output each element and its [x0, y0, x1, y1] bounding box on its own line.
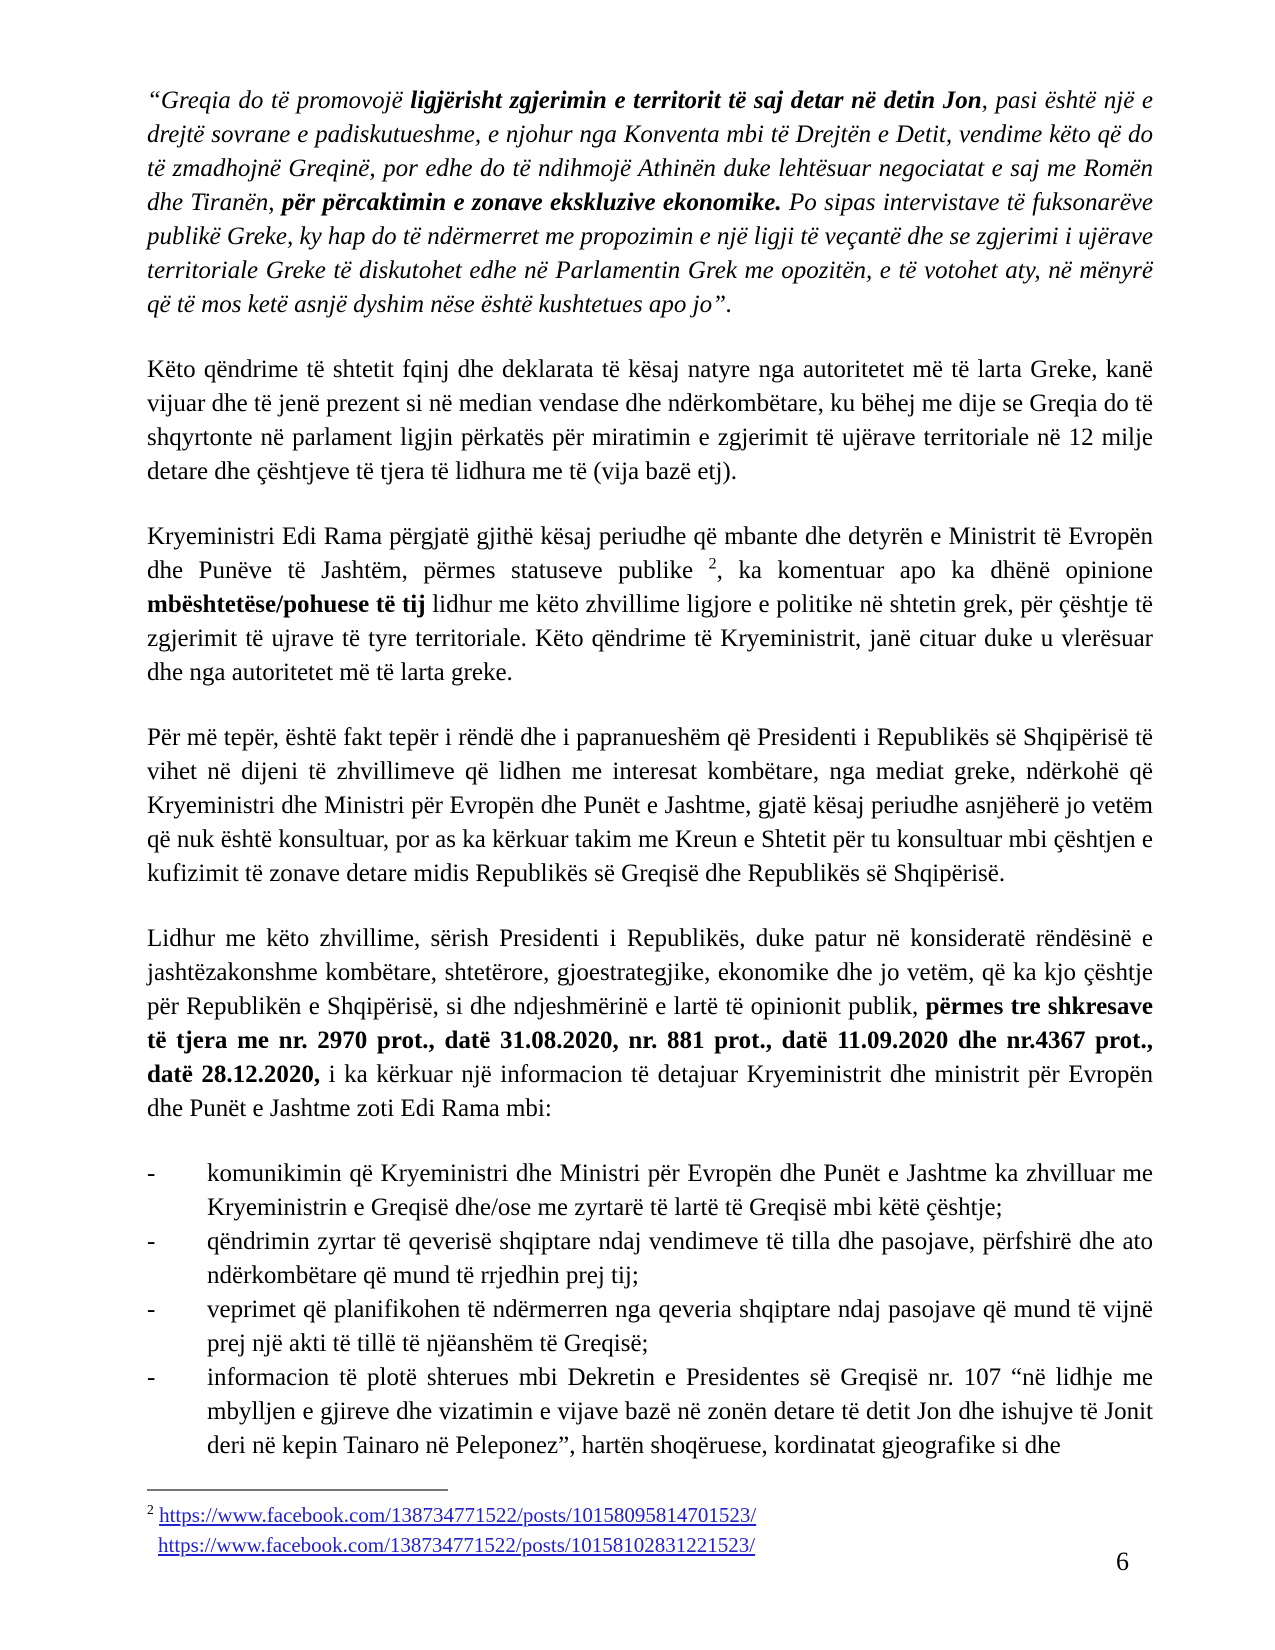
- list-item: [147, 1361, 1153, 1463]
- footnote-area: [147, 1489, 1153, 1560]
- paragraph-kryeministri-statuses: Kryeministri Edi Rama përgjatë gjithë kësaj periudhe që mbante dhe detyrën e Ministrit të Evropën dhe Punëve të Jashtëm, përmes statuseve publike $^2$, ka komentuar apo ka dhënë opinione mbështetëse/pohuese të tij lidhur me këto zhvillime ligjore e politike në shtetin grek, për çështje të zgjerimit të ujrave të tyre territoriale. Këto qëndrime të Kryeministrit, janë cituar duke u vlerësuar dhe nga autoritetet më të larta greke.: [147, 523, 1153, 686]
- dash-bullet: -: [147, 1160, 156, 1187]
- list-item-text: komunikimin që Kryeministri dhe Ministri për Evropën dhe Punët e Jashtme ka zhvilluar me Kryeministrin e Greqisë dhe/ose me zyrtarë të lartë të Greqisë mbi këtë çështje;: [207, 1160, 1153, 1221]
- footnote-link-2[interactable]: https://www.facebook.com/138734771522/posts/10158102831221523/: [158, 1533, 756, 1557]
- request-list: [147, 1157, 1153, 1463]
- list-item: [147, 1293, 1153, 1361]
- dash-bullet: -: [147, 1364, 156, 1391]
- paragraph-greek-statements: Këto qëndrime të shtetit fqinj dhe deklarata të kësaj natyre nga autoritetet më të larta Greke, kanë vijuar dhe të jenë prezent si në median vendase dhe ndërkombëtare, ku bëhej me dije se Greqia do të shqyrtonte në parlament ligjin përkatës për miratimin e zgjerimit të ujërave territoriale në 12 milje detare dhe çështjeve të tjera të lidhura me të (vija bazë etj).: [147, 356, 1153, 485]
- footnote-separator-rule: [147, 1489, 448, 1491]
- footnote-line: [147, 1530, 1153, 1560]
- list-item: [147, 1225, 1153, 1293]
- footnote-link-1[interactable]: https://www.facebook.com/138734771522/posts/10158095814701523/: [159, 1503, 757, 1527]
- dash-bullet: -: [147, 1228, 156, 1255]
- quote-paragraph: “Greqia do të promovojë ligjërisht zgjerimin e territorit të saj detar në detin Jon, pasi është një e drejtë sovrane e padiskutueshme, e njohur nga Konventa mbi të Drejtën e Detit, vendime këto që do të zmadhojnë Greqinë, por edhe do të ndihmojë Athinën duke lehtësuar negociatat e saj me Romën dhe Tiranën, për përcaktimin e zonave ekskluzive ekonomike. Po sipas intervistave të fuksonarëve publikë Greke, ky hap do të ndërmerret me propozimin e një ligji të veçantë dhe se zgjerimi i ujërave territoriale Greke të diskutohet edhe në Parlamentin Grek me opozitën, e të votohet aty, në mënyrë që të mos ketë asnjë dyshim nëse është kushtetues apo jo”.: [147, 87, 1154, 318]
- paragraph-three-letters: Lidhur me këto zhvillime, sërish Presidenti i Republikës, duke patur në konsideratë rëndësinë e jashtëzakonshme kombëtare, shtetërore, gjoestrategjike, ekonomike dhe jo vetëm, që ka kjo çështje për Republikën e Shqipërisë, si dhe ndjeshmërinë e lartë të opinionit publik, përmes tre shkresave të tjera me nr. 2970 prot., datë 31.08.2020, nr. 881 prot., datë 11.09.2020 dhe nr.4367 prot., datë 28.12.2020, i ka kërkuar një informacion të detajuar Kryeministrit dhe ministrit për Evropën dhe Punët e Jashtme zoti Edi Rama mbi:: [147, 925, 1153, 1122]
- list-item-text: qëndrimin zyrtar të qeverisë shqiptare ndaj vendimeve të tilla dhe pasojave, përfshirë dhe ato ndërkombëtare që mund të rrjedhin prej tij;: [207, 1228, 1153, 1289]
- list-item: [147, 1157, 1153, 1225]
- dash-bullet: -: [147, 1296, 156, 1323]
- document-body: [147, 84, 1153, 1560]
- list-item-text: veprimet që planifikohen të ndërmerren nga qeveria shqiptare ndaj pasojave që mund të vijnë prej një akti të tillë të njëanshëm të Greqisë;: [207, 1296, 1153, 1357]
- page-number: 6: [1116, 1547, 1129, 1576]
- footnote-line: [147, 1500, 1153, 1530]
- list-item-text: informacion të plotë shterues mbi Dekretin e Presidentes së Greqisë nr. 107 “në lidhje me mbylljen e gjireve dhe vizatimin e vijave bazë në zonën detare të detit Jon dhe ishujve të Jonit deri në kepin Tainaro në Peleponez”, hartën shoqëruese, kordinatat gjeografike si dhe: [207, 1364, 1153, 1459]
- footnote-marker: 2: [147, 1502, 154, 1517]
- paragraph-president-not-consulted: Për më tepër, është fakt tepër i rëndë dhe i papranueshëm që Presidenti i Republikës së Shqipërisë të vihet në dijeni të zhvillimeve që lidhen me interesat kombëtare, nga mediat greke, ndërkohë që Kryeministri dhe Ministri për Evropën dhe Punët e Jashtme, gjatë kësaj periudhe asnjëherë jo vetëm që nuk është konsultuar, por as ka kërkuar takim me Kreun e Shtetit për tu konsultuar mbi çështjen e kufizimit të zonave detare midis Republikës së Greqisë dhe Republikës së Shqipërisë.: [147, 724, 1153, 887]
